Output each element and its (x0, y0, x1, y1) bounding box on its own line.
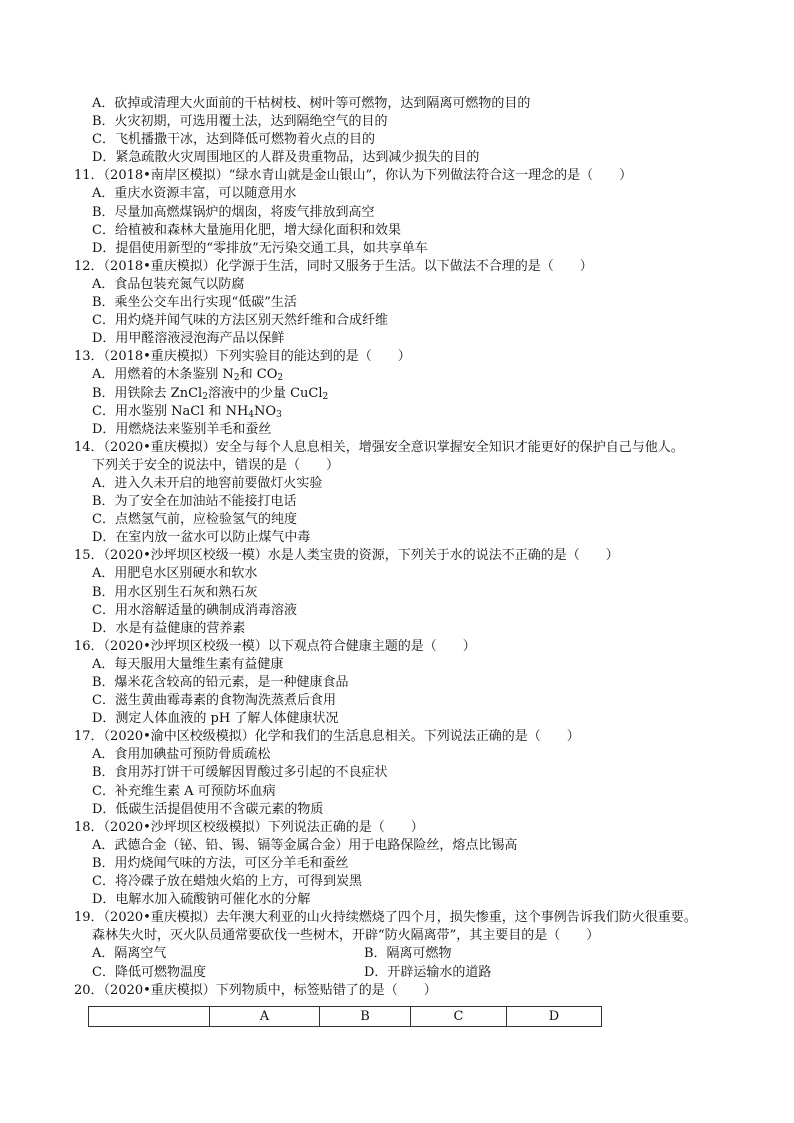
q17-option-c: C．补充维生素 A 可预防坏血病 (92, 783, 276, 799)
q19-stem: 19．（2020•重庆模拟）去年澳大利亚的山火持续燃烧了四个月，损失惨重，这个事例告诉我们防火很重要。 (74, 910, 697, 926)
q13-option-d: D．用燃烧法来鉴别羊毛和蚕丝 (92, 421, 272, 437)
q14-option-b: B．为了安全在加油站不能接打电话 (92, 494, 297, 510)
q10-option-d: D．紧急疏散火灾周围地区的人群及贵重物品，达到减少损失的目的 (92, 150, 480, 166)
q11-option-d: D．提倡使用新型的“零排放”无污染交通工具，如共享单车 (92, 240, 428, 256)
q15-option-a: A．用肥皂水区别硬水和软水 (92, 566, 258, 582)
q13-option-a: A．用燃着的木条鉴别 $N_2$和 $CO_2$ (92, 367, 284, 384)
q10-option-a: A．砍掉或清理大火面前的干枯树枝、树叶等可燃物，达到隔离可燃物的目的 (92, 96, 531, 111)
q19-option-b: B．隔离可燃物 (364, 946, 452, 962)
q15-stem: 15．（2020•沙坪坝区校级一模）水是人类宝贵的资源，下列关于水的说法不正确的是（ ） (74, 548, 619, 564)
q18-stem: 18．（2020•沙坪坝区校级模拟）下列说法正确的是（ ） (74, 819, 424, 835)
q19-options-row-2 (74, 964, 734, 982)
q17-option-a: A．食用加碘盐可预防骨质疏松 (92, 747, 271, 763)
q18-option-a: A．武德合金（铋、铅、锡、镉等金属合金）用于电路保险丝，熔点比锡高 (92, 837, 518, 853)
q20-label-table (88, 1006, 602, 1027)
q18-option-c: C．将冷碟子放在蜡烛火焰的上方，可得到炭黑 (92, 874, 362, 890)
q16-option-c: C．滋生黄曲霉毒素的食物淘洗蒸煮后食用 (92, 693, 336, 709)
q15-option-c: C．用水溶解适量的碘制成消毒溶液 (92, 602, 297, 618)
q14-option-a: A．进入久未开启的地窖前要做灯火实验 (92, 475, 323, 491)
q19-options-row-1 (74, 945, 734, 963)
q16-option-b: B．爆米花含较高的铅元素，是一种健康食品 (92, 675, 349, 690)
q17-option-b: B．食用苏打饼干可缓解因胃酸过多引起的不良症状 (92, 765, 388, 781)
q16-option-a: A．每天服用大量维生素有益健康 (92, 656, 284, 672)
q19-option-d: D．开辟运输水的道路 (364, 964, 492, 980)
q12-option-c: C．用灼烧并闻气味的方法区别天然纤维和合成纤维 (92, 313, 388, 329)
q11-option-b: B．尽量加高燃煤锅炉的烟囱，将废气排放到高空 (92, 204, 375, 220)
q14-stem: 14．（2020•重庆模拟）安全与每个人息息相关，增强安全意识掌握安全知识才能更好的保护自己与他人。 (74, 439, 684, 455)
q10-option-b: B．火灾初期，可选用覆土法，达到隔绝空气的目的 (92, 114, 388, 130)
question-list (74, 95, 734, 1000)
q17-option-d: D．低碳生活提倡使用不含碳元素的物质 (92, 801, 324, 817)
q15-option-b: B．用水区别生石灰和熟石灰 (92, 584, 258, 600)
table-header-c: C (411, 1007, 507, 1027)
table-header-a: A (210, 1007, 320, 1027)
q13-option-b: B．用铁除去 ZnCl$_2$溶液中的少量 CuCl$_2$ (92, 385, 329, 402)
q13-stem: 13．（2018•重庆模拟）下列实验目的能达到的是（ ） (74, 349, 411, 365)
q16-stem: 16．（2020•沙坪坝区校级一模）以下观点符合健康主题的是（ ） (74, 638, 476, 654)
table-corner-cell (89, 1007, 210, 1027)
table-header-row (89, 1007, 602, 1027)
table-header-d: D (507, 1007, 602, 1027)
q16-option-d: D．测定人体血液的 pH 了解人体健康状况 (92, 711, 339, 727)
q14-option-d: D．在室内放一盆水可以防止煤气中毒 (92, 530, 311, 546)
q14-option-c: C．点燃氢气前，应检验氢气的纯度 (92, 512, 297, 528)
q12-stem: 12．（2018•重庆模拟）化学源于生活，同时又服务于生活。以下做法不合理的是（ ） (74, 258, 593, 274)
q20-stem: 20．（2020•重庆模拟）下列物质中，标签贴错了的是（ ） (74, 982, 437, 998)
q19-stem-continued: 森林失火时，灭火队员通常要砍伐一些树木，开辟“防火隔离带”，其主要目的是（ ） (92, 928, 600, 944)
q19-option-a: A．隔离空气 (92, 946, 167, 962)
q15-option-d: D．水是有益健康的营养素 (92, 620, 246, 636)
q10-option-c: C．飞机播撒干冰，达到降低可燃物着火点的目的 (92, 132, 375, 148)
q18-option-d: D．电解水加入硫酸钠可催化水的分解 (92, 892, 311, 908)
table-header-b: B (320, 1007, 411, 1027)
q14-stem-continued: 下列关于安全的说法中，错误的是（ ） (92, 457, 340, 473)
q13-option-c: C．用水鉴别 NaCl 和 $NH_4NO_3$ (92, 403, 282, 420)
q12-option-a: A．食品包装充氮气以防腐 (92, 276, 245, 292)
q11-option-c: C．给植被和森林大量施用化肥，增大绿化面积和效果 (92, 222, 401, 238)
q11-stem: 11．（2018•南岸区模拟）“绿水青山就是金山银山”，你认为下列做法符合这一理念的是（ ） (74, 168, 633, 184)
q17-stem: 17．（2020•渝中区校级模拟）化学和我们的生活息息相关。下列说法正确的是（ ） (74, 729, 580, 745)
q18-option-b: B．用灼烧闻气味的方法，可区分羊毛和蚕丝 (92, 855, 349, 871)
q11-option-a: A．重庆水资源丰富，可以随意用水 (92, 186, 297, 202)
q12-option-d: D．用甲醛溶液浸泡海产品以保鲜 (92, 331, 285, 347)
q12-option-b: B．乘坐公交车出行实现“低碳”生活 (92, 295, 297, 311)
q19-option-c: C．降低可燃物温度 (92, 964, 206, 980)
